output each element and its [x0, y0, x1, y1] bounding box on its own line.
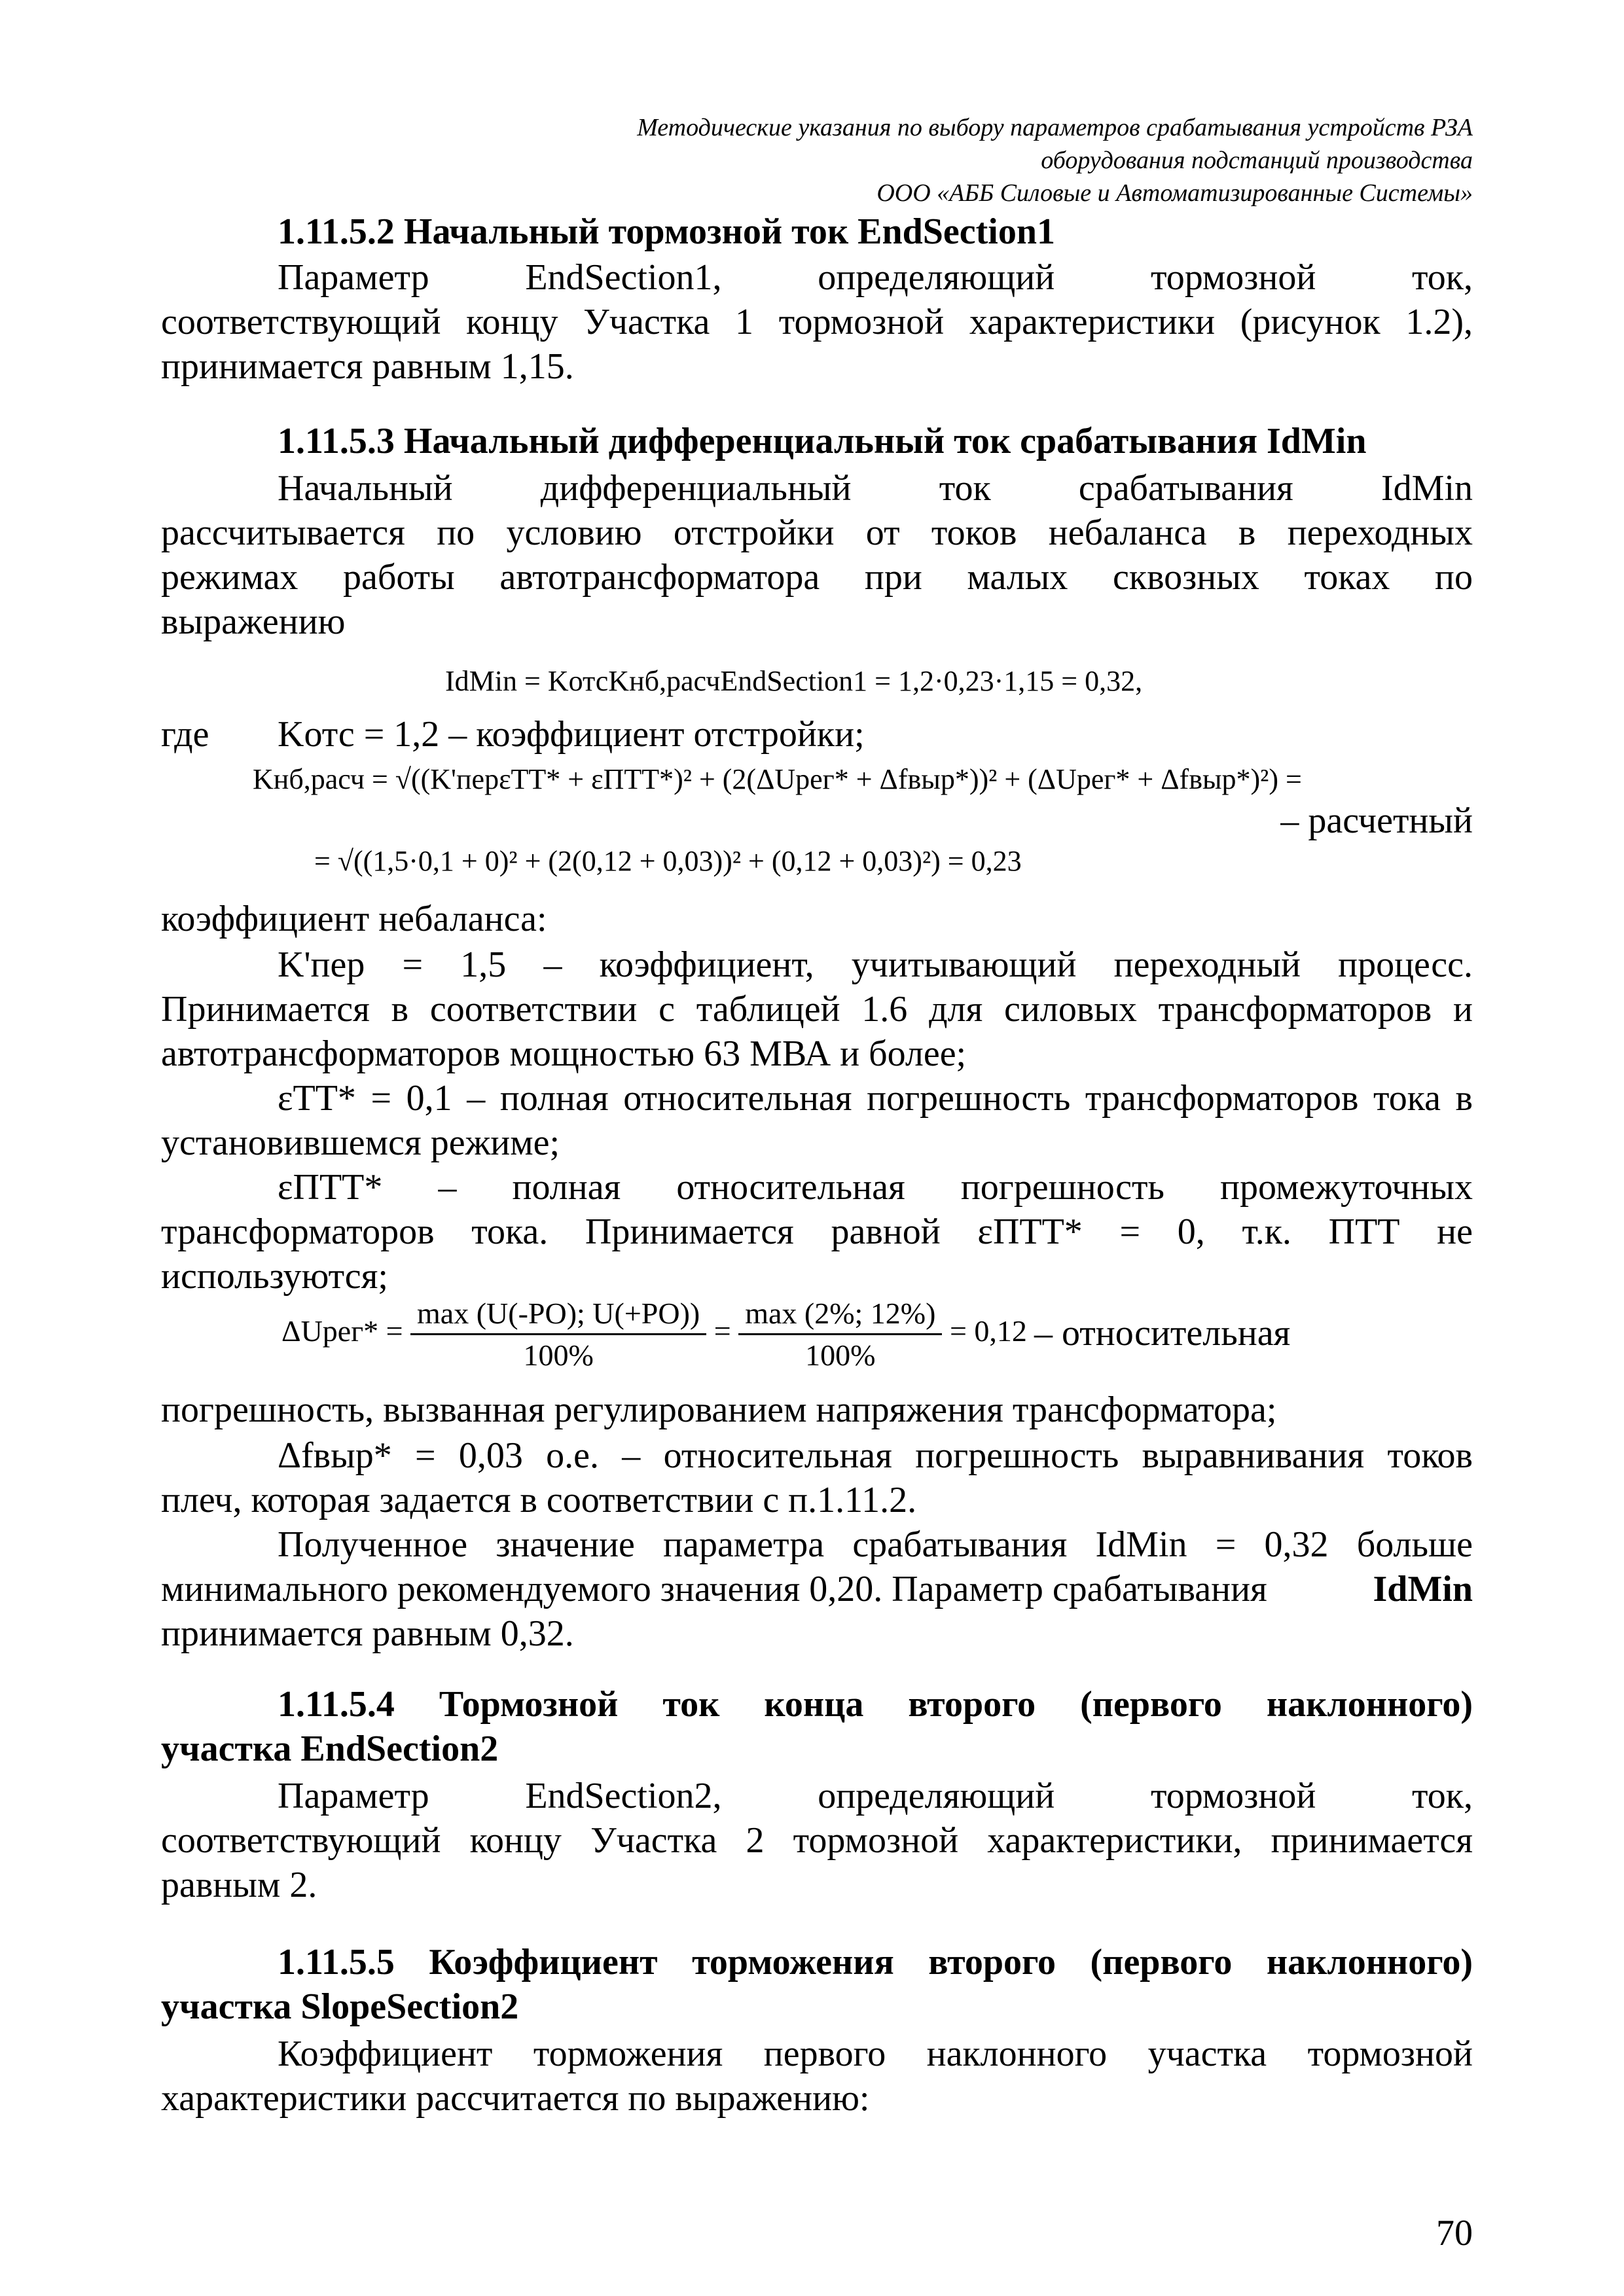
section-heading-slopesection2-line-2: участка SlopeSection2 — [161, 1986, 519, 2027]
section-heading-idmin: 1.11.5.3 Начальный дифференциальный ток срабатывания IdMin — [278, 421, 1367, 461]
eptt-line-3: используются; — [161, 1256, 388, 1297]
section-heading-endsection2-line-2: участка EndSection2 — [161, 1729, 499, 1769]
s4-line-2: характеристики рассчитается по выражению: — [161, 2078, 870, 2119]
section-heading-endsection1: 1.11.5.2 Начальный тормозной ток EndSection1 — [278, 211, 1055, 252]
s1-line-2: соответствующий концу Участка 1 тормозной характеристики (рисунок 1.2), — [161, 302, 1473, 342]
header-line-1: Методические указания по выбору параметров срабатывания устройств РЗА — [637, 114, 1473, 141]
section-heading-slopesection2-line-1: 1.11.5.5 Коэффициент торможения второго (первого наклонного) — [278, 1942, 1473, 1982]
formula-du — [281, 1296, 1027, 1372]
ett-line-1: εТТ* = 0,1 – полная относительная погрешность трансформаторов тока в — [278, 1078, 1473, 1119]
du-tail: – относительная — [1034, 1313, 1291, 1354]
s2-line-4: выражению — [161, 601, 346, 642]
ett-line-2: установившемся режиме; — [161, 1122, 560, 1163]
du-result: = 0,12 — [949, 1314, 1027, 1348]
du-numerator-2: max (2%; 12%) — [738, 1296, 942, 1335]
result-line-2-param: IdMin — [1373, 1569, 1473, 1609]
page-number: 70 — [1436, 2213, 1473, 2253]
du-equals: = — [713, 1314, 731, 1348]
du-fraction-1 — [410, 1296, 706, 1372]
eptt-line-2: трансформаторов тока. Принимается равной εПТТ* = 0, т.к. ПТТ не — [161, 1211, 1473, 1252]
du-description: погрешность, вызванная регулированием напряжения трансформатора; — [161, 1390, 1277, 1430]
result-line-1: Полученное значение параметра срабатывания IdMin = 0,32 больше — [278, 1524, 1473, 1565]
s3-line-2: соответствующий концу Участка 2 тормозной характеристики, принимается — [161, 1820, 1473, 1861]
s1-line-3: принимается равным 1,15. — [161, 346, 574, 387]
result-line-2 — [161, 1567, 1473, 1611]
kper-line-3: автотрансформаторов мощностью 63 МВА и более; — [161, 1033, 967, 1074]
s4-line-1: Коэффициент торможения первого наклонного участка тормозной — [278, 2034, 1473, 2074]
du-denominator-1: 100% — [523, 1338, 594, 1372]
df-line-1: Δfвыр* = 0,03 о.е. – относительная погрешность выравнивания токов — [278, 1435, 1473, 1476]
du-numerator-1: max (U(-PO); U(+PO)) — [410, 1296, 706, 1335]
section-heading-endsection2-line-1: 1.11.5.4 Тормозной ток конца второго (первого наклонного) — [278, 1684, 1473, 1725]
du-fraction-2 — [738, 1296, 942, 1372]
result-line-3: принимается равным 0,32. — [161, 1613, 574, 1654]
s2-line-3: режимах работы автотрансформатора при малых сквозных токах по — [161, 557, 1473, 598]
s2-line-2: рассчитывается по условию отстройки от токов небаланса в переходных — [161, 512, 1473, 553]
du-denominator-2: 100% — [805, 1338, 876, 1372]
df-line-2: плеч, которая задается в соответствии с п.1.11.2. — [161, 1480, 917, 1520]
knb-tail: – расчетный — [1280, 800, 1473, 841]
where-label: где — [161, 714, 209, 755]
s2-line-1: Начальный дифференциальный ток срабатывания IdMin — [278, 468, 1473, 509]
formula-knb: Kнб,расч = √((K'перεТТ* + εПТТ*)² + (2(ΔUрег* + Δfвыр*))² + (ΔUрег* + Δfвыр*)²) = — [253, 763, 1302, 795]
formula-knb-numeric: = √((1,5·0,1 + 0)² + (2(0,12 + 0,03))² + (0,12 + 0,03)²) = 0,23 — [314, 845, 1022, 877]
knb-description: коэффициент небаланса: — [161, 899, 547, 939]
result-line-2-text: минимального рекомендуемого значения 0,20. Параметр срабатывания — [161, 1569, 1267, 1609]
header-line-2: оборудования подстанций производства — [1041, 147, 1473, 174]
s3-line-3: равным 2. — [161, 1865, 317, 1905]
eptt-line-1: εПТТ* – полная относительная погрешность промежуточных — [278, 1167, 1473, 1208]
formula-idmin: IdMin = KотсKнб,расчEndSection1 = 1,2·0,23·1,15 = 0,32, — [445, 665, 1143, 697]
kots-definition: Kотс = 1,2 – коэффициент отстройки; — [278, 714, 865, 755]
s3-line-1: Параметр EndSection2, определяющий тормозной ток, — [278, 1776, 1473, 1816]
s1-line-1: Параметр EndSection1, определяющий тормозной ток, — [278, 257, 1473, 298]
header-line-3: ООО «АББ Силовые и Автоматизированные Системы» — [876, 179, 1473, 207]
kper-line-2: Принимается в соответствии с таблицей 1.6 для силовых трансформаторов и — [161, 989, 1473, 1030]
kper-line-1: K'пер = 1,5 – коэффициент, учитывающий переходный процесс. — [278, 944, 1473, 985]
du-lhs: ΔUрег* = — [281, 1314, 403, 1348]
